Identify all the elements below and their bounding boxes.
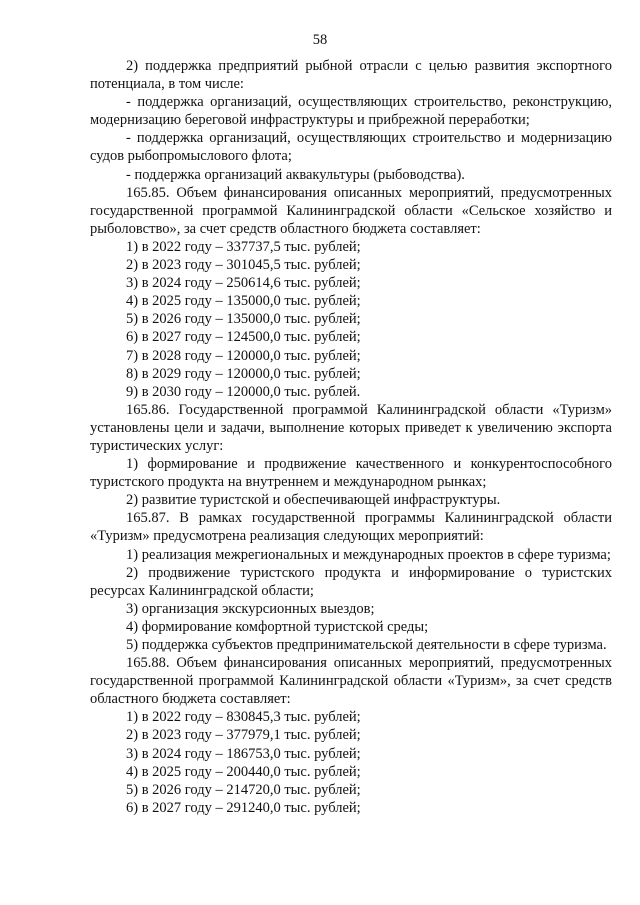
list-item: 5) в 2026 году – 214720,0 тыс. рублей;: [126, 781, 361, 798]
paragraph: 3) организация экскурсионных выездов;: [126, 600, 375, 617]
list-item: 7) в 2028 году – 120000,0 тыс. рублей;: [126, 347, 361, 364]
list-item: 1) в 2022 году – 337737,5 тыс. рублей;: [126, 238, 361, 255]
list-item: 1) в 2022 году – 830845,3 тыс. рублей;: [126, 709, 361, 726]
paragraph: 5) поддержка субъектов предпринимательской деятельности в сфере туризма.: [126, 637, 607, 653]
paragraph: 165.88. Объем финансирования описанных мероприятий, предусмотренных государственной программой Калининградской области «Туризм», за счет средств областного бюджета составляет:: [90, 655, 612, 708]
paragraph: 165.87. В рамках государственной программы Калининградской области «Туризм» предусмотрена реализация следующих мероприятий:: [90, 510, 612, 545]
paragraph: 1) реализация межрегиональных и международных проектов в сфере туризма;: [126, 546, 611, 563]
paragraph: 2) поддержка предприятий рыбной отрасли с целью развития экспортного потенциала, в том числе:: [90, 58, 612, 93]
list-item: 4) в 2025 году – 135000,0 тыс. рублей;: [126, 293, 361, 310]
list-item: 8) в 2029 году – 120000,0 тыс. рублей;: [126, 365, 361, 382]
list-item: 3) в 2024 году – 186753,0 тыс. рублей;: [126, 745, 361, 762]
list-item: 5) в 2026 году – 135000,0 тыс. рублей;: [126, 311, 361, 328]
list-item: 3) в 2024 году – 250614,6 тыс. рублей;: [126, 275, 361, 292]
list-item: 9) в 2030 году – 120000,0 тыс. рублей.: [126, 383, 361, 400]
paragraph: 165.85. Объем финансирования описанных мероприятий, предусмотренных государственной программой Калининградской области «Сельское хозяйство и рыболовство», за счет средств областного бюджета составляет:: [90, 184, 612, 237]
paragraph: - поддержка организаций аквакультуры (рыбоводства).: [126, 166, 465, 183]
paragraph: 2) продвижение туристского продукта и информирование о туристских ресурсах Калининградской области;: [90, 564, 612, 599]
document-body: [90, 57, 612, 817]
list-item: 6) в 2027 году – 291240,0 тыс. рублей;: [126, 799, 361, 816]
paragraph: 2) развитие туристской и обеспечивающей инфраструктуры.: [126, 492, 501, 509]
paragraph: 165.86. Государственной программой Калининградской области «Туризм» установлены цели и задачи, выполнение которых приведет к увеличению экспорта туристических услуг:: [90, 401, 612, 454]
list-item: 2) в 2023 году – 377979,1 тыс. рублей;: [126, 727, 361, 744]
list-item: 6) в 2027 году – 124500,0 тыс. рублей;: [126, 329, 361, 346]
paragraph: 4) формирование комфортной туристской среды;: [126, 618, 429, 635]
paragraph: - поддержка организаций, осуществляющих строительство и модернизацию судов рыбопромыслового флота;: [90, 130, 612, 165]
page-number: 58: [312, 32, 328, 48]
paragraph: 1) формирование и продвижение качественного и конкурентоспособного туристского продукта на внутреннем и международном рынках;: [90, 456, 612, 491]
paragraph: - поддержка организаций, осуществляющих строительство, реконструкцию, модернизацию береговой инфраструктуры и прибрежной переработки;: [90, 94, 612, 129]
list-item: 2) в 2023 году – 301045,5 тыс. рублей;: [126, 257, 361, 274]
list-item: 4) в 2025 году – 200440,0 тыс. рублей;: [126, 763, 361, 780]
